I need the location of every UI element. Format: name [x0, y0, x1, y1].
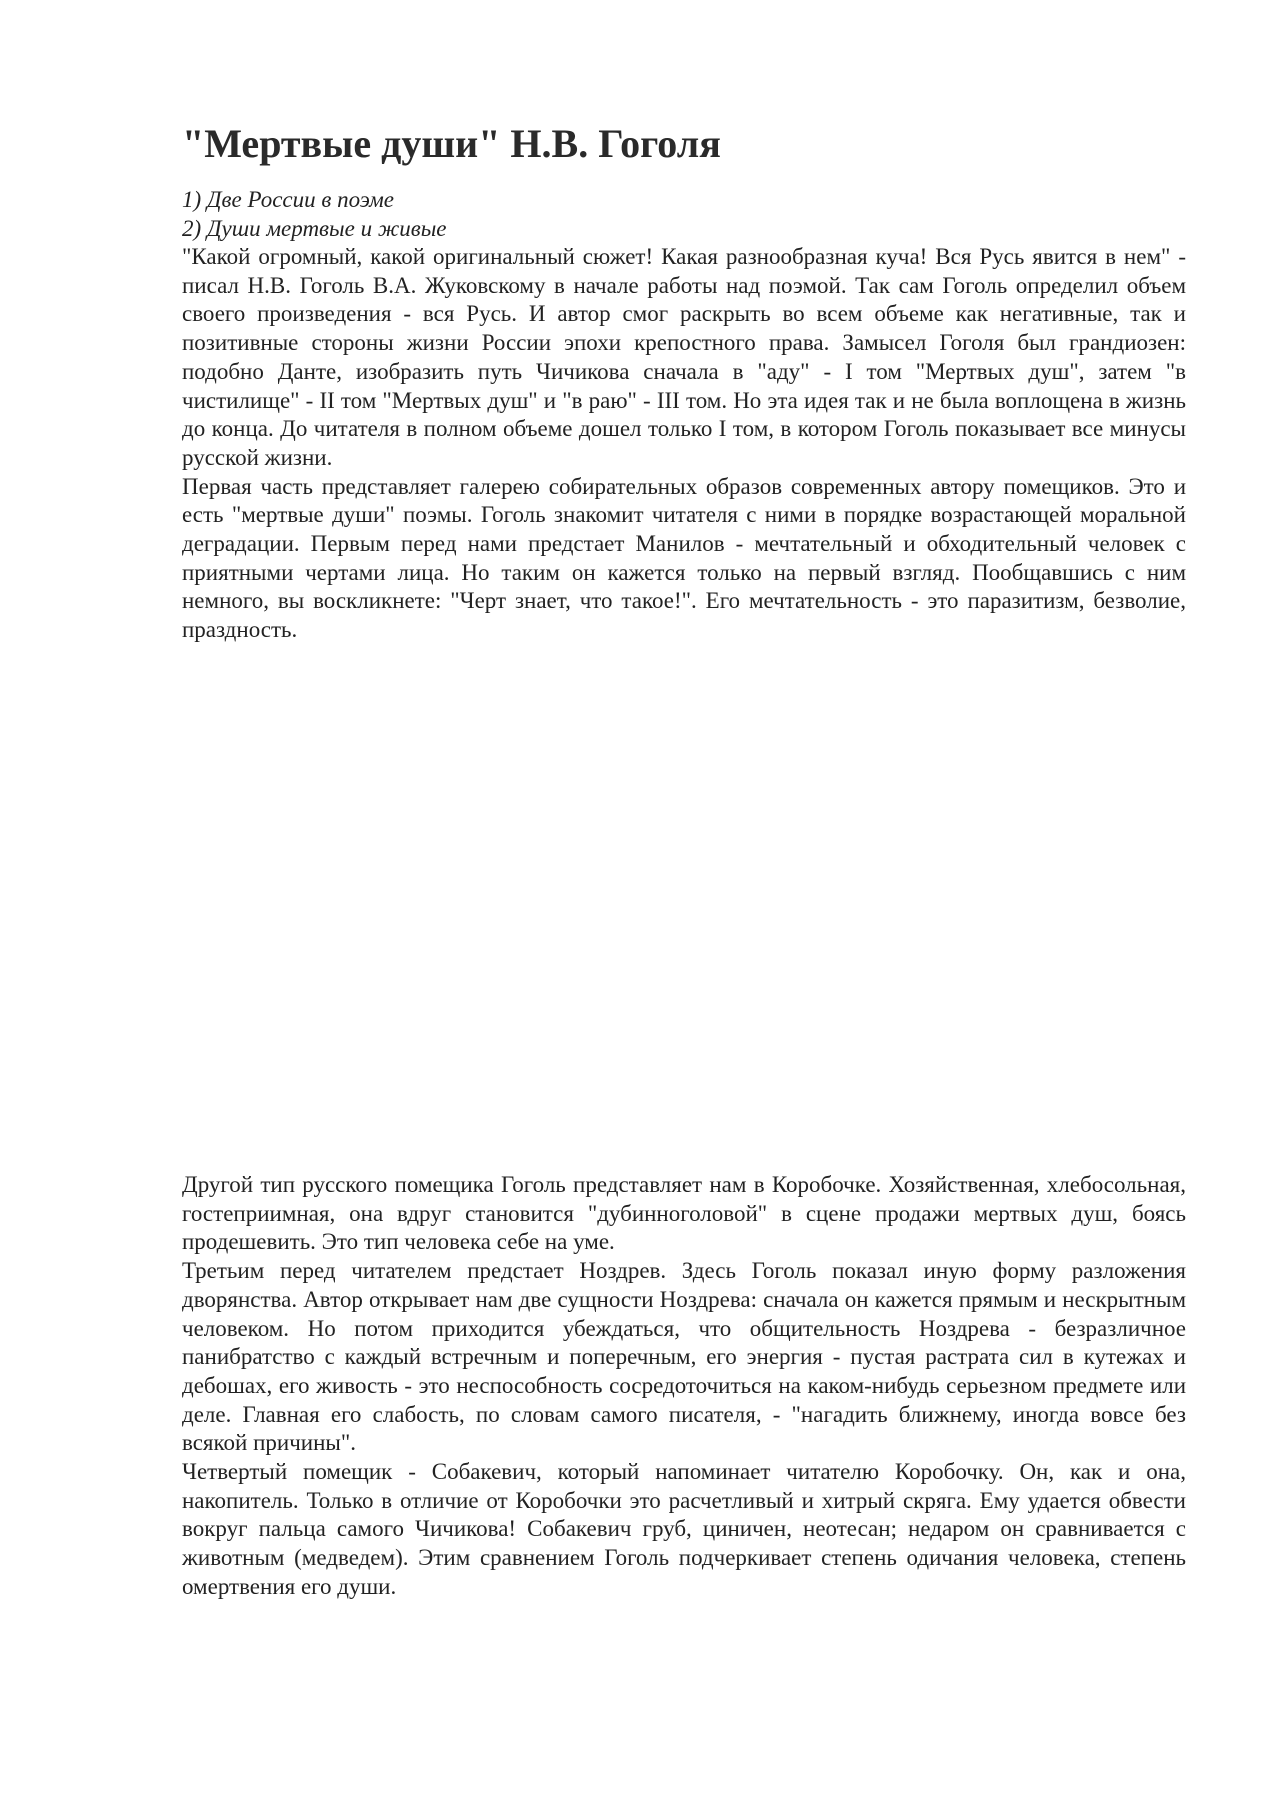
- paragraph-intro: "Какой огромный, какой оригинальный сюжет! Какая разнообразная куча! Вся Русь явится в нем" - писал Н.В. Гоголь В.А. Жуковскому в начале работы над поэмой. Так сам Гоголь определил объем своего произведения - вся Русь. И автор смог раскрыть во всем объеме как негативные, так и позитивные стороны жизни России эпохи крепостного права. Замысел Гоголя был грандиозен: подобно Данте, изобразить путь Чичикова сначала в "аду" - I том "Мертвых душ", затем "в чистилище" - II том "Мертвых душ" и "в раю" - III том. Но эта идея так и не была воплощена в жизнь до конца. До читателя в полном объеме дошел только I том, в котором Гоголь показывает все минусы русской жизни.: [182, 244, 1186, 470]
- paragraph-sobakevich: Четвертый помещик - Собакевич, который напоминает читателю Коробочку. Он, как и она, накопитель. Только в отличие от Коробочки это расчетливый и хитрый скряга. Ему удается обвести вокруг пальца самого Чичикова! Собакевич груб, циничен, неотесан; недаром он сравнивается с животным (медведем). Этим сравнением Гоголь подчеркивает степень одичания человека, степень омертвения его души.: [182, 1459, 1186, 1599]
- text-block-bottom: [182, 1171, 1186, 1602]
- text-block-top: [182, 243, 1186, 645]
- table-of-contents: [182, 185, 1182, 243]
- paragraph-nozdrev: Третьим перед читателем предстает Ноздрев. Здесь Гоголь показал иную форму разложения дворянства. Автор открывает нам две сущности Ноздрева: сначала он кажется прямым и нескрытным человеком. Но потом приходится убеждаться, что общительность Ноздрева - безразличное панибратство с каждый встречным и поперечным, его энергия - пустая растрата сил в кутежах и дебошах, его живость - это неспособность сосредоточиться на каком-нибудь серьезном предмете или деле. Главная его слабость, по словам самого писателя, - "нагадить ближнему, иногда вовсе без всякой причины".: [182, 1258, 1186, 1456]
- toc-item: 1) Две России в поэме: [182, 187, 394, 212]
- document-title: "Мертвые души" Н.В. Гоголя: [182, 121, 721, 166]
- toc-item: 2) Души мертвые и живые: [182, 216, 447, 241]
- paragraph-manilov: Первая часть представляет галерею собирательных образов современных автору помещиков. Это и есть "мертвые души" поэмы. Гоголь знакомит читателя с ними в порядке возрастающей моральной деградации. Первым перед нами предстает Манилов - мечтательный и обходительный человек с приятными чертами лица. Но таким он кажется только на первый взгляд. Пообщавшись с ним немного, вы воскликнете: "Черт знает, что такое!". Его мечтательность - это паразитизм, безволие, праздность.: [182, 473, 1186, 643]
- paragraph-korobochka: Другой тип русского помещика Гоголь представляет нам в Коробочке. Хозяйственная, хлебосольная, гостеприимная, она вдруг становится "дубинноголовой" в сцене продажи мертвых душ, боясь продешевить. Это тип человека себе на уме.: [182, 1172, 1186, 1255]
